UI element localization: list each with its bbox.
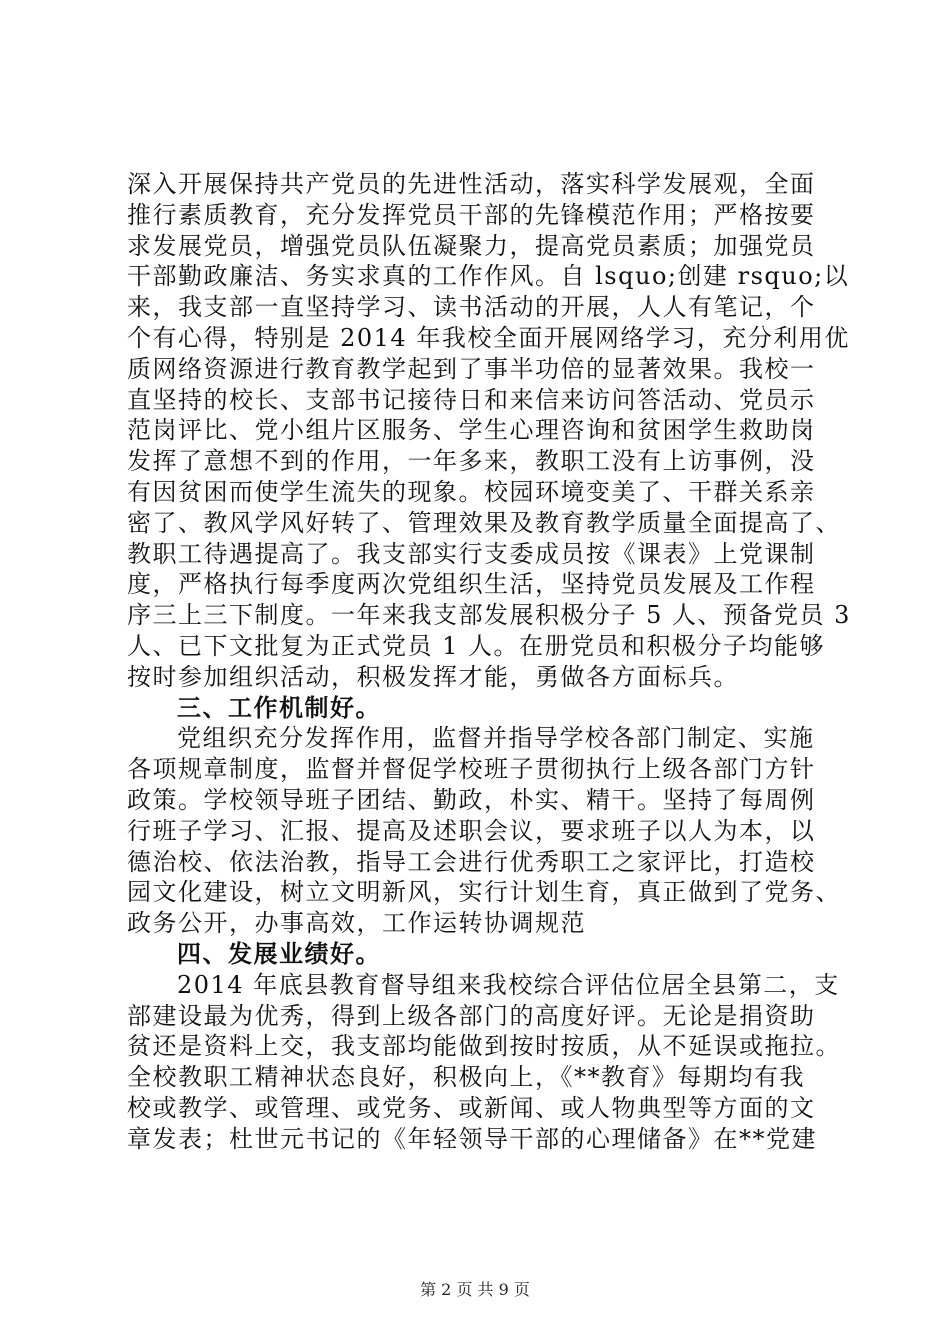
text-line: 教职工待遇提高了。我支部实行支委成员按《课表》上党课制 — [127, 539, 816, 568]
text-line: 各项规章制度，监督并督促学校班子贯彻执行上级各部门方针 — [127, 755, 816, 784]
text-line: 园文化建设，树立文明新风，实行计划生育，真正做到了党务、 — [127, 878, 841, 907]
text-line: 序三上三下制度。一年来我支部发展积极分子 5 人、预备党员 3 — [127, 601, 851, 630]
text-line: 来，我支部一直坚持学习、读书活动的开展，人人有笔记，个 — [127, 293, 816, 322]
text-line: 发挥了意想不到的作用，一年多来，教职工没有上访事例，没 — [127, 447, 816, 476]
text-line: 政务公开，办事高效，工作运转协调规范 — [127, 909, 586, 938]
section-heading: 四、发展业绩好。 — [177, 938, 381, 968]
text-line: 个有心得，特别是 2014 年我校全面开展网络学习，充分利用优 — [127, 323, 850, 352]
text-line: 党组织充分发挥作用，监督并指导学校各部门制定、实施 — [177, 724, 815, 753]
text-line: 质网络资源进行教育教学起到了事半功倍的显著效果。我校一 — [127, 354, 816, 383]
text-line: 求发展党员，增强党员队伍凝聚力，提高党员素质；加强党员 — [127, 231, 816, 260]
document-body — [127, 169, 851, 1155]
text-line: 行班子学习、汇报、提高及述职会议，要求班子以人为本，以 — [127, 816, 816, 845]
text-line: 深入开展保持共产党员的先进性活动，落实科学发展观，全面 — [127, 170, 816, 198]
text-line: 有因贫困而使学生流失的现象。校园环境变美了、干群关系亲 — [127, 477, 816, 506]
text-line: 政策。学校领导班子团结、勤政，朴实、精干。坚持了每周例 — [127, 785, 816, 814]
text-line: 范岗评比、党小组片区服务、学生心理咨询和贫困学生救助岗 — [127, 416, 816, 445]
text-line: 按时参加组织活动，积极发挥才能，勇做各方面标兵。 — [127, 662, 739, 691]
text-line: 部建设最为优秀，得到上级各部门的高度好评。无论是捐资助 — [127, 1001, 816, 1030]
text-line: 人、已下文批复为正式党员 1 人。在册党员和积极分子均能够 — [127, 631, 826, 660]
text-line: 贫还是资料上交，我支部均能做到按时按质，从不延误或拖拉。 — [127, 1032, 841, 1061]
text-line: 校或教学、或管理、或党务、或新闻、或人物典型等方面的文 — [127, 1093, 816, 1122]
text-line: 干部勤政廉洁、务实求真的工作作风。自 lsquo;创建 rsquo;以 — [127, 262, 850, 291]
section-heading: 三、工作机制好。 — [177, 692, 381, 722]
text-line: 推行素质教育，充分发挥党员干部的先锋模范作用；严格按要 — [127, 200, 816, 229]
text-line: 度，严格执行每季度两次党组织生活，坚持党员发展及工作程 — [127, 570, 816, 599]
text-line: 全校教职工精神状态良好，积极向上，《**教育》每期均有我 — [127, 1063, 805, 1092]
page-footer: 第 2 页 共 9 页 — [420, 1280, 530, 1299]
text-line: 直坚持的校长、支部书记接待日和来信来访问答活动、党员示 — [127, 385, 816, 414]
text-line: 密了、教风学风好转了、管理效果及教育教学质量全面提高了、 — [127, 508, 841, 537]
text-line: 章发表；杜世元书记的《年轻领导干部的心理储备》在**党建 — [127, 1124, 817, 1153]
text-line: 2014 年底县教育督导组来我校综合评估位居全县第二，支 — [177, 970, 840, 999]
text-line: 德治校、依法治教，指导工会进行优秀职工之家评比，打造校 — [127, 847, 816, 876]
